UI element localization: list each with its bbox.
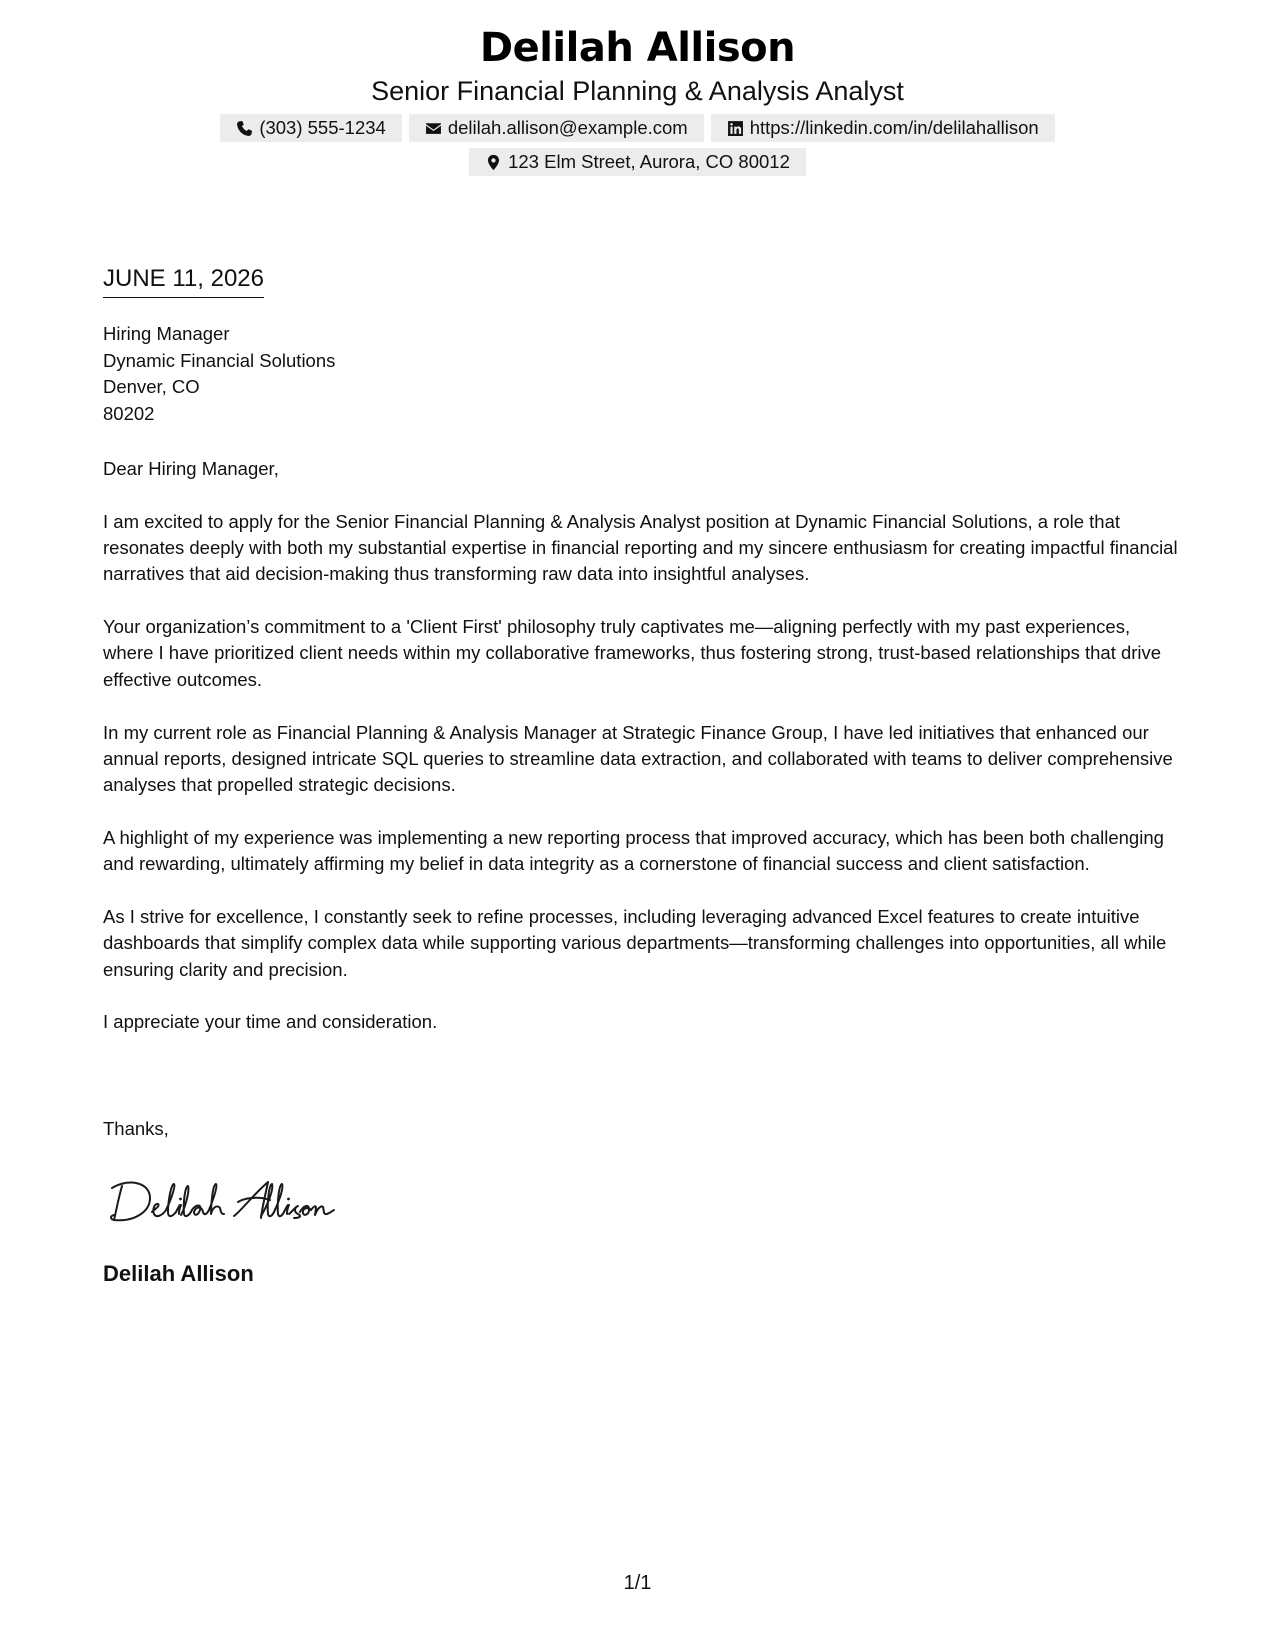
salutation: Dear Hiring Manager, <box>103 458 279 479</box>
contact-email <box>409 114 704 142</box>
body-paragraph: In my current role as Financial Planning & Analysis Manager at Strategic Finance Group, I have led initiatives that enhanced our annual reports, designed intricate SQL queries to streamline data extraction, and collaborated with teams to deliver comprehensive analyses that propelled strategic decisions. <box>103 721 1173 796</box>
envelope-icon <box>425 120 442 137</box>
contact-row-primary <box>0 114 1275 142</box>
map-marker-icon <box>485 154 502 171</box>
body-paragraph: Your organization’s commitment to a 'Client First' philosophy truly captivates me—aligning perfectly with my past experiences, where I have prioritized client needs within my collaborative frameworks, thus fostering strong, trust-based relationships that drive effective outcomes. <box>103 616 1162 690</box>
contact-address-text: 123 Elm Street, Aurora, CO 80012 <box>508 151 790 172</box>
body-paragraph: A highlight of my experience was implementing a new reporting process that improved accuracy, which has been both challenging and rewarding, ultimately affirming my belief in data integrity as a cornerstone of financial success and client satisfaction. <box>103 826 1164 875</box>
contact-address <box>469 148 806 176</box>
contact-row-secondary <box>0 148 1275 176</box>
recipient-block <box>103 321 335 427</box>
contact-linkedin-text: https://linkedin.com/in/delilahallison <box>749 117 1039 138</box>
closing-line: Thanks, <box>103 1118 169 1139</box>
signer-name: Delilah Allison <box>103 1261 254 1286</box>
applicant-name: Delilah Allison <box>479 25 796 71</box>
applicant-job-title: Senior Financial Planning & Analysis Analyst <box>371 76 904 106</box>
contact-email-text: delilah.allison@example.com <box>447 117 688 138</box>
contact-phone-text: (303) 555-1234 <box>259 117 386 138</box>
recipient-zip: 80202 <box>103 402 155 424</box>
letter-date: JUNE 11, 2026 <box>103 264 264 298</box>
appreciation-line: I appreciate your time and consideration. <box>103 1011 438 1033</box>
letter-body <box>103 456 1178 1062</box>
contact-linkedin <box>711 114 1055 142</box>
letter-header <box>0 22 1275 176</box>
phone-icon <box>236 120 253 137</box>
body-paragraph: I am excited to apply for the Senior Financial Planning & Analysis Analyst position at Dynamic Financial Solutions, a role that resonates deeply with both my substantial expertise in financial reporting and my sincere enthusiasm for creating impactful financial narratives that aid decision-making thus transforming raw data into insightful analyses. <box>103 510 1178 585</box>
contact-phone <box>220 114 402 142</box>
body-paragraph: As I strive for excellence, I constantly seek to refine processes, including leveraging advanced Excel features to create intuitive dashboards that simplify complex data while supporting various departments—transforming challenges into opportunities, all while ensuring clarity and precision. <box>103 906 1167 980</box>
recipient-name: Hiring Manager <box>103 323 230 344</box>
handwritten-signature <box>108 1172 358 1232</box>
recipient-company: Dynamic Financial Solutions <box>103 349 336 371</box>
linkedin-icon <box>727 120 744 137</box>
recipient-city-state: Denver, CO <box>103 376 200 397</box>
page-number: 1/1 <box>623 1572 652 1594</box>
